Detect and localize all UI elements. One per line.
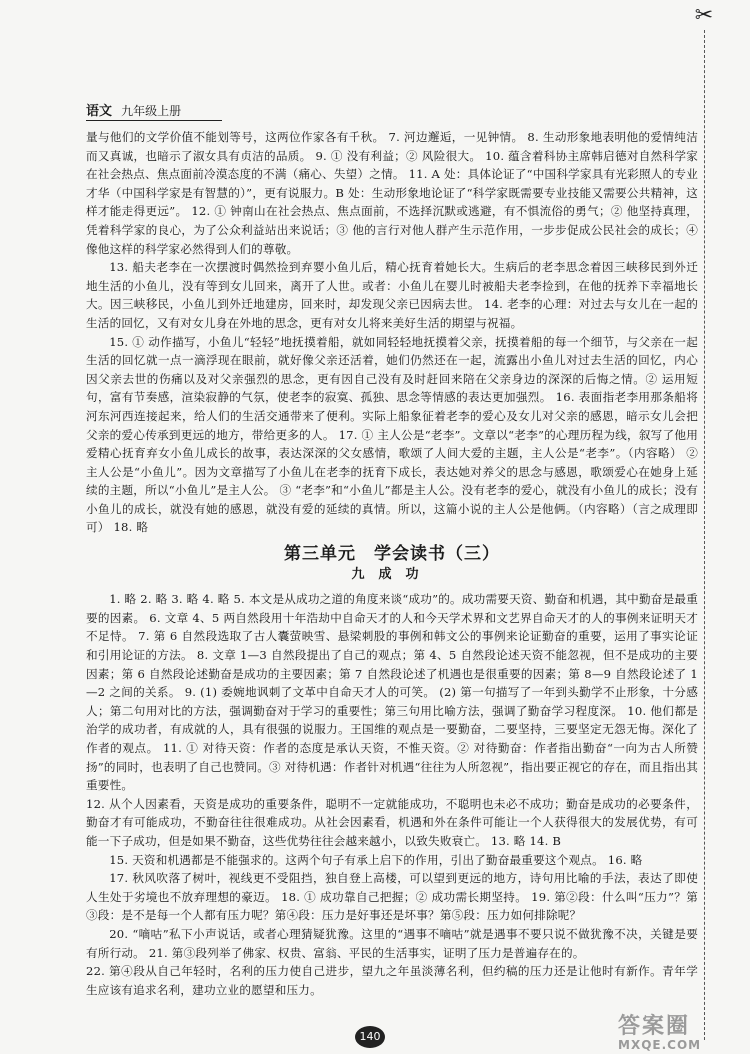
header-rule xyxy=(86,120,222,121)
answer-paragraph: 20. “嘀咕”私下小声说话，或者心理猜疑犹豫。这里的“遇事不嘀咕”就是遇事不要只说不做犹豫不决，关键是要有所行动。 21. 第③段列举了佛家、权贵、富翁、平民的生活事实，证明了压力是普遍存在的。 xyxy=(86,926,698,960)
answer-paragraph: 15. ① 动作描写，小鱼儿“轻轻”地抚摸着船，就如同轻轻地抚摸着父亲，抚摸着船的每一个细节，与父亲在一起生活的回忆就一点一滴浮现在眼前，就好像父亲还活着，她们仍然还在一起，流露出小鱼儿对过去生活的回忆，内心因父亲去世的伤痛以及对父亲强烈的思念，更有因自己没有及时赶回来陪在父亲身边的深深的后悔之情。② 运用短句，富有节奏感，渲染寂静的气氛，使老李的寂寞、孤独、思念等情感的表达更加强烈。 16. 表面指老李用那条船将河东河西连接起来，给人们的生活交通带来了便利。实际上船象征着老李的爱心及女儿对父亲的感恩，暗示女儿会把父亲的爱心传承到更远的地方，带给更多的人。 17. ① 主人公是“老李”。文章以“老李”的心理历程为线，叙写了他用爱精心抚育弃女小鱼儿成长的故事，表达深深的父女感情，歌颂了人间大爱的主题，主人公是“老李”。（内容略） ② 主人公是“小鱼儿”。因为文章描写了小鱼儿在老李的抚育下成长，表达她对养父的思念与感恩，歌颂爱心在她身上延续的主题，所以“小鱼儿”是主人公。 ③ “老李”和“小鱼儿”都是主人公。没有老李的爱心，就没有小鱼儿的成长；没有小鱼儿的成长，就没有她的感恩，就没有爱的延续的真情。所以，这篇小说的主人公是他俩。（内容略）（言之成理即可） 18. 略 xyxy=(86,334,698,535)
watermark-url: MXQE.COM xyxy=(618,1038,702,1052)
answer-content xyxy=(86,128,698,999)
scissors-icon: ✂ xyxy=(694,3,714,28)
page-header xyxy=(86,100,222,122)
answer-paragraph: 13. 船夫老李在一次摆渡时偶然捡到弃婴小鱼儿后，精心抚育着她长大。生病后的老李思念着因三峡移民到外迁地生活的小鱼儿，没有等到女儿回来，离开了人世。或者：小鱼儿在婴儿时被船夫老李捡到，在他的抚养下幸福地长大。因三峡移民，小鱼儿到外迁地建房，回来时，却发现父亲已因病去世。 14. 老李的心理：对过去与女儿在一起的生活的回忆，又有对女儿身在外地的思念，更有对女儿将来美好生活的期望与祝福。 xyxy=(86,260,698,330)
answer-paragraph: 1. 略 2. 略 3. 略 4. 略 5. 本文是从成功之道的角度来谈“成功”的。成功需要天资、勤奋和机遇，其中勤奋是最重要的因素。 6. 文章 4、5 两自然段用十年浩劫中自命天才的人和今天学术界和文艺界自命天才的人的事例来证明天才不足恃。 7. 第 6 自然段选取了古人囊萤映雪、悬梁刺股的事例和韩文公的事例来论证勤奋的重要，运用了事实论证和引用论证的方法。 8. 文章 1—3 自然段提出了自己的观点；第 4、5 自然段论述天资不能忽视，但不是成功的主要因素；第 6 自然段论述勤奋是成功的主要因素；第 7 自然段论述了机遇也是很重要的因素；第 8—9 自然段论述了 1—2 之间的关系。 9. (1) 委婉地讽刺了文革中自命天才人的可笑。 (2) 第一句描写了一年到头勤学不止形象，十分感人；第二句用对比的方法，强调勤奋对于学习的重要性；第三句用比喻方法，强调了勤奋学习程度深。 10. 他们都是治学的成功者，有成就的人，具有很强的说服力。王国维的观点是一要勤奋，二要坚持，三要坚定无怨无悔。深化了作者的观点。 11. ① 对待天资：作者的态度是承认天资，不惟天资。② 对待勤奋：作者指出勤奋“一向为古人所赞扬”的同时，也表明了自己也赞同。③ 对待机遇：作者针对机遇“往往为人所忽视”，指出要正视它的存在，而且指出其重要性。 xyxy=(86,592,698,793)
unit-title: 第三单元 学会读书（三） xyxy=(284,544,500,565)
watermark-text: 答案圈 xyxy=(618,1014,691,1039)
answer-paragraph: 22. 第④段从自己年轻时，名利的压力使自己进步，望九之年虽淡薄名利，但约稿的压力还是让他时有新作。青年学生应该有追求名利，建功立业的愿望和压力。 xyxy=(86,964,698,997)
answer-paragraph: 量与他们的文学价值不能划等号，这两位作家各有千秋。 7. 河边邂逅，一见钟情。 8. 生动形象地表明他的爱情纯洁而又真诚，也暗示了淑女具有贞洁的品质。 9. ① 没有利益；② 风险很大。 10. 蕴含着科协主席韩启德对自然科学家在社会热点、焦点面前冷漠态度的不满（痛心、失望）之情。 11. A 处：具体论证了“中国科学家具有光彩照人的专业才华（中国科学家是有智慧的）”，更有说服力。B 处：生动形象地论证了“科学家既需要专业技能又需要公共精神，这样才能走得更远”。 12. ① 钟南山在社会热点、焦点面前，不选择沉默或逃避，有不惧流俗的勇气；② 他坚持真理，凭着科学家的良心，为了公众利益站出来说话；③ 他的言行对他人群产生示范作用，一步步促成公民社会的成长；④ 像他这样的科学家必然得到人们的尊敬。 xyxy=(86,130,698,256)
answer-paragraph: 12. 从个人因素看，天资是成功的重要条件，聪明不一定就能成功，不聪明也未必不成功；勤奋是成功的必要条件，勤奋才有可能成功，不勤奋往往很难成功。从社会因素看，机遇和外在条件可能让一个人获得很大的发展优势，有可能一下子成功，但是如果不勤奋，这些优势往往会越来越小，以致失败衰亡。 13. 略 14. B xyxy=(86,796,698,848)
page-number: 140 xyxy=(355,1026,385,1048)
answer-paragraph: 15. 天资和机遇都是不能强求的。这两个句子有承上启下的作用，引出了勤奋最重要这个观点。 16. 略 xyxy=(109,852,643,867)
header-subject: 语文 xyxy=(86,104,113,119)
header-grade: 九年级上册 xyxy=(121,104,182,118)
answer-paragraph: 17. 秋风吹落了树叶，视线更不受阻挡，独自登上高楼，可以望到更远的地方，诗句用比喻的手法，表达了即使人生处于劣境也不放弃理想的豪迈。 18. ① 成功靠自己把握；② 成功需长期坚持。 19. 第②段：什么叫“压力”？第③段：是不是每一个人都有压力呢？第④段：压力是好事还是坏事？第⑤段：压力如何排除呢？ xyxy=(86,871,698,923)
lesson-title: 九成功 xyxy=(351,566,433,582)
watermark-logo xyxy=(618,1016,744,1052)
cut-line xyxy=(704,30,705,1040)
